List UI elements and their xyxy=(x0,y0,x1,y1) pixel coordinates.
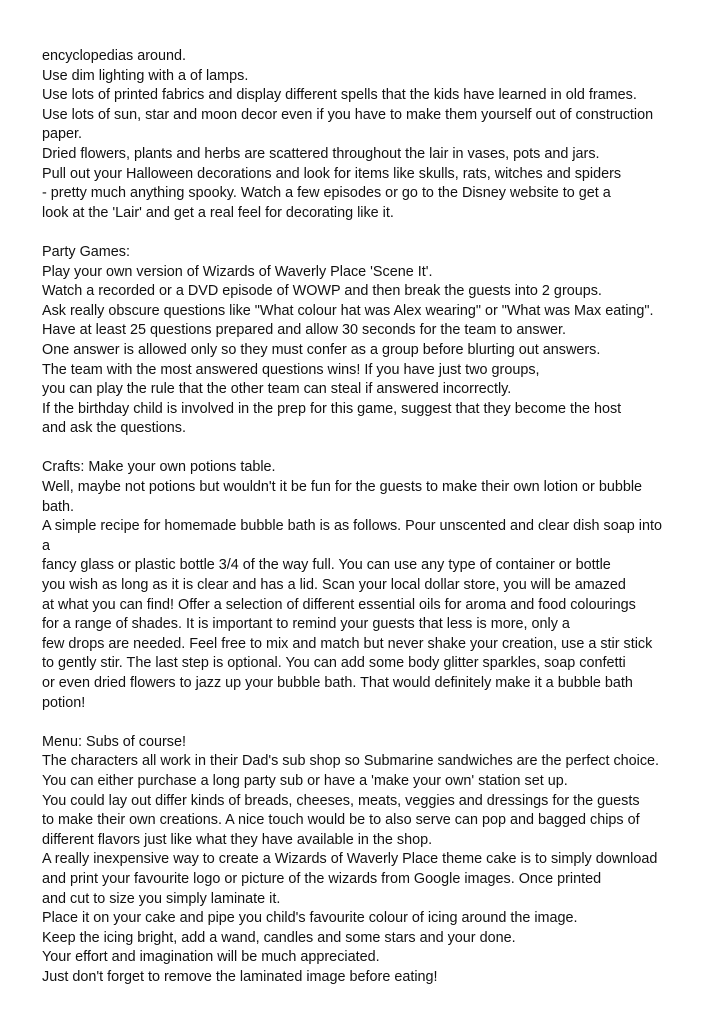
text-line: Have at least 25 questions prepared and allow 30 seconds for the team to answer. xyxy=(42,322,566,339)
text-line: The team with the most answered questions wins! If you have just two groups, xyxy=(42,361,540,378)
text-line: few drops are needed. Feel free to mix and match but never shake your creation, use a stir stick xyxy=(42,635,653,652)
text-line: encyclopedias around. xyxy=(42,48,187,64)
text-line: A simple recipe for homemade bubble bath is as follows. Pour unscented and clear dish soap into xyxy=(42,518,662,535)
text-line: Play your own version of Wizards of Waverly Place 'Scene It'. xyxy=(42,263,433,280)
text-line: and print your favourite logo or picture of the wizards from Google images. Once printed xyxy=(42,870,602,887)
section-heading: Menu: Subs of course! xyxy=(42,733,186,750)
text-line: and cut to size you simply laminate it. xyxy=(42,890,281,907)
text-line: Use lots of printed fabrics and display different spells that the kids have learned in old frames. xyxy=(42,87,637,104)
section-heading: Party Games: xyxy=(42,243,130,260)
text-line: a xyxy=(42,537,51,554)
text-line: look at the 'Lair' and get a real feel for decorating like it. xyxy=(42,204,394,221)
text-line: - pretty much anything spooky. Watch a few episodes or go to the Disney website to get a xyxy=(42,185,611,202)
paragraph-gap xyxy=(42,223,722,243)
text-line: Use lots of sun, star and moon decor even if you have to make them yourself out of construction xyxy=(42,106,654,123)
text-line: Use dim lighting with a of lamps. xyxy=(42,67,249,84)
text-line: Your effort and imagination will be much appreciated. xyxy=(42,949,380,966)
text-line: potion! xyxy=(42,694,86,711)
text-line: you can play the rule that the other team can steal if answered incorrectly. xyxy=(42,381,512,398)
text-line: at what you can find! Offer a selection of different essential oils for aroma and food colourings xyxy=(42,596,636,613)
section-heading: Crafts: Make your own potions table. xyxy=(42,459,276,476)
text-line: You could lay out differ kinds of breads, cheeses, meats, veggies and dressings for the guests xyxy=(42,792,640,809)
text-line: or even dried flowers to jazz up your bubble bath. That would definitely make it a bubble bath xyxy=(42,675,633,691)
text-line: Place it on your cake and pipe you child's favourite colour of icing around the image. xyxy=(42,910,578,927)
text-line: for a range of shades. It is important to remind your guests that less is more, only a xyxy=(42,616,570,633)
text-line: bath. xyxy=(42,498,75,515)
text-line: The characters all work in their Dad's sub shop so Submarine sandwiches are the perfect choice. xyxy=(42,753,660,770)
text-line: Keep the icing bright, add a wand, candles and some stars and your done. xyxy=(42,929,516,946)
text-line: Ask really obscure questions like "What colour hat was Alex wearing" or "What was Max eating". xyxy=(42,302,654,319)
text-line: and ask the questions. xyxy=(42,420,187,437)
text-line: Watch a recorded or a DVD episode of WOWP and then break the guests into 2 groups. xyxy=(42,283,602,300)
text-line: Just don't forget to remove the laminated image before eating! xyxy=(42,968,438,985)
text-line: you wish as long as it is clear and has a lid. Scan your local dollar store, you will be amazed xyxy=(42,577,626,594)
text-line: Dried flowers, plants and herbs are scattered throughout the lair in vases, pots and jars. xyxy=(42,145,600,162)
text-line: You can either purchase a long party sub or have a 'make your own' station set up. xyxy=(42,772,568,789)
text-line: A really inexpensive way to create a Wizards of Waverly Place theme cake is to simply download xyxy=(42,851,658,868)
paragraph-gap xyxy=(42,439,722,459)
text-line: fancy glass or plastic bottle 3/4 of the way full. You can use any type of container or bottle xyxy=(42,557,611,574)
document-page xyxy=(42,47,722,988)
text-line: paper. xyxy=(42,126,83,143)
paragraph-gap xyxy=(42,713,722,733)
text-line: Well, maybe not potions but wouldn't it be fun for the guests to make their own lotion or bubble xyxy=(42,479,643,496)
text-line: to gently stir. The last step is optional. You can add some body glitter sparkles, soap confetti xyxy=(42,655,626,672)
text-line: Pull out your Halloween decorations and look for items like skulls, rats, witches and spiders xyxy=(42,165,622,182)
text-line: One answer is allowed only so they must confer as a group before blurting out answers. xyxy=(42,341,601,358)
text-line: If the birthday child is involved in the prep for this game, suggest that they become the host xyxy=(42,400,622,417)
text-line: to make their own creations. A nice touch would be to also serve can pop and bagged chips of xyxy=(42,812,640,829)
text-line: different flavors just like what they have available in the shop. xyxy=(42,831,433,848)
